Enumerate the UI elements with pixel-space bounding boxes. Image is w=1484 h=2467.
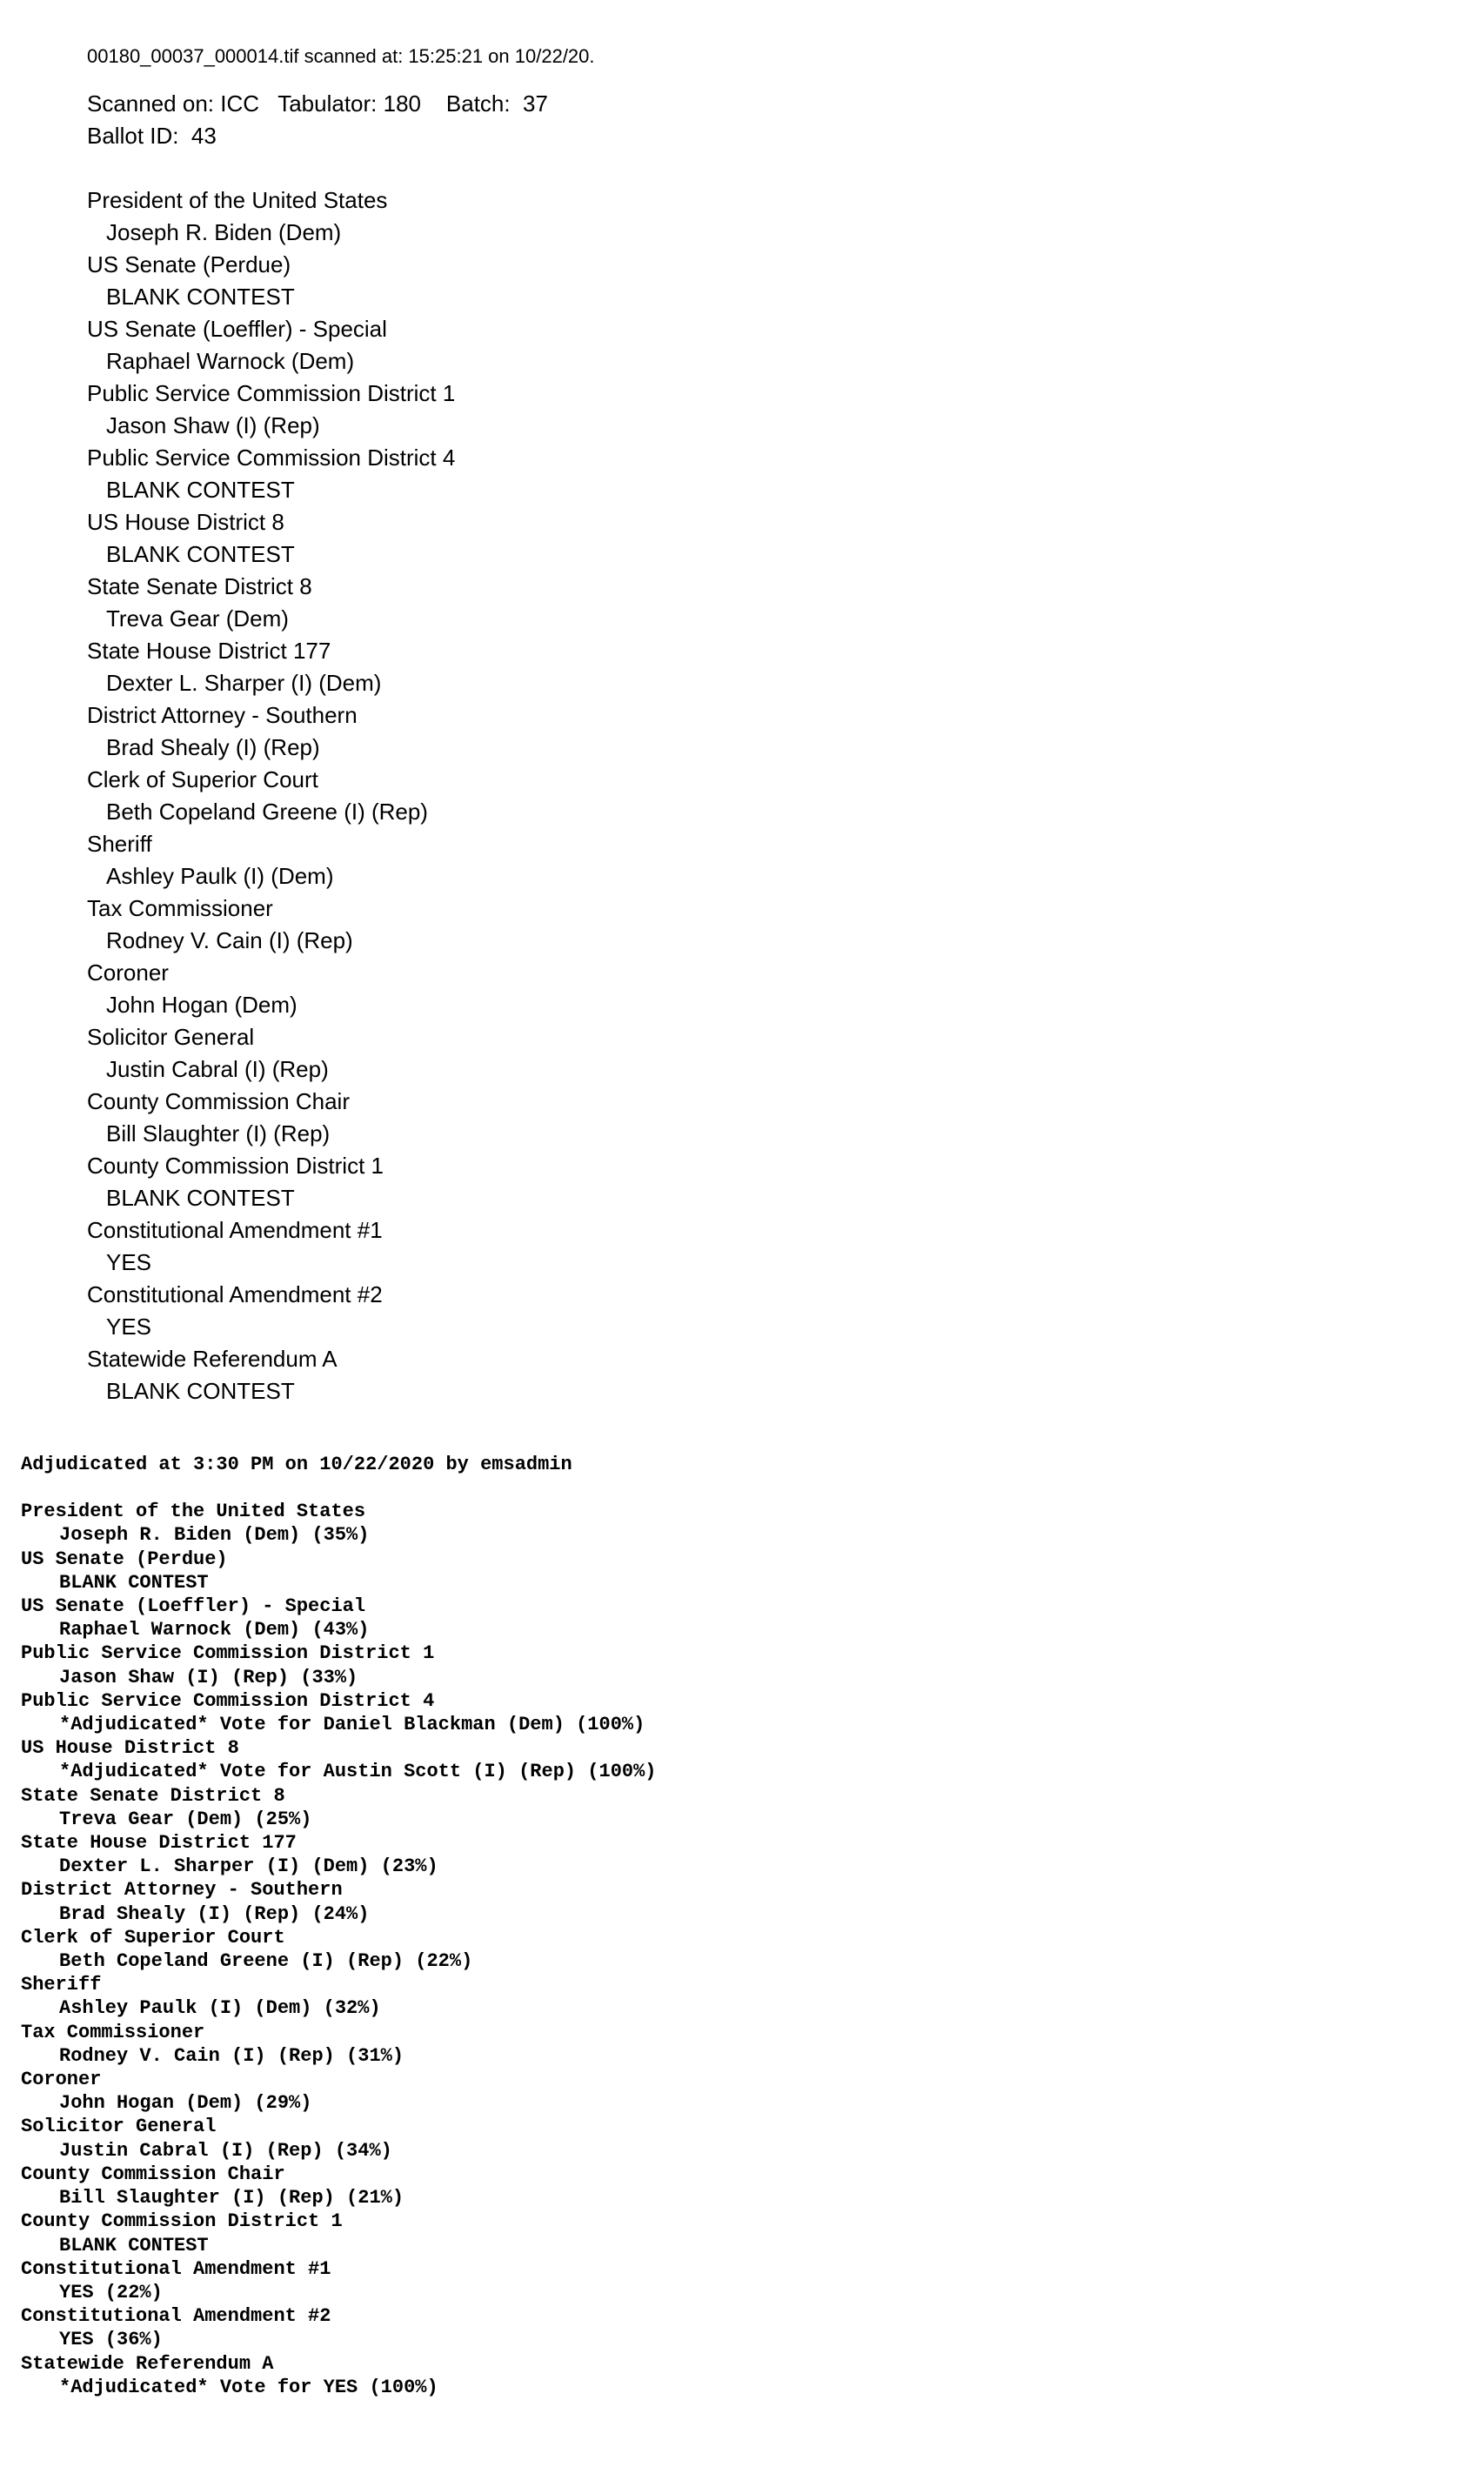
contest-choice: *Adjudicated* Vote for Daniel Blackman (Dem) (100%)	[59, 1714, 645, 1736]
contest-name: US Senate (Perdue)	[87, 251, 291, 277]
contest-name: State House District 177	[21, 1832, 297, 1855]
contest-name: Statewide Referendum A	[21, 2352, 274, 2375]
contest-choice: Ashley Paulk (I) (Dem)	[106, 863, 334, 889]
contest-name: US Senate (Loeffler) - Special	[21, 1595, 366, 1618]
contest-choice: YES (36%)	[59, 2329, 163, 2351]
contest-choice: Rodney V. Cain (I) (Rep) (31%)	[59, 2044, 404, 2067]
contest-choice: Justin Cabral (I) (Rep) (34%)	[59, 2139, 392, 2162]
contest-choice: Raphael Warnock (Dem)	[106, 348, 355, 374]
contest-choice: BLANK CONTEST	[59, 2234, 209, 2256]
contest-name: Solicitor General	[87, 1024, 255, 1050]
contest-choice: Beth Copeland Greene (I) (Rep) (22%)	[59, 1950, 473, 1973]
contest-name: State Senate District 8	[87, 573, 312, 599]
contest-choice: YES (22%)	[59, 2281, 163, 2303]
contest-name: County Commission Chair	[87, 1088, 350, 1114]
contest-name: District Attorney - Southern	[21, 1879, 343, 1902]
contest-name: Statewide Referendum A	[87, 1346, 338, 1372]
contest-choice: Bill Slaughter (I) (Rep)	[106, 1120, 331, 1147]
contest-name: Clerk of Superior Court	[21, 1926, 285, 1949]
adjudication-header: Adjudicated at 3:30 PM on 10/22/2020 by emsadmin	[21, 1454, 572, 1475]
contest-name: Clerk of Superior Court	[87, 766, 318, 792]
adjudication-section	[21, 1453, 657, 2399]
contest-name: US House District 8	[87, 509, 284, 535]
contest-name: US House District 8	[21, 1737, 239, 1760]
contest-name: Tax Commissioner	[87, 895, 273, 921]
adjudication-contest-list	[21, 1500, 657, 2399]
contest-choice: *Adjudicated* Vote for Austin Scott (I) (Rep) (100%)	[59, 1761, 657, 1783]
contest-name: Public Service Commission District 1	[87, 380, 456, 406]
contest-name: Coroner	[87, 959, 169, 986]
contest-choice: Jason Shaw (I) (Rep) (33%)	[59, 1666, 358, 1688]
contest-choice: Joseph R. Biden (Dem)	[106, 219, 342, 245]
contest-name: County Commission Chair	[21, 2163, 285, 2185]
contest-choice: BLANK CONTEST	[106, 1378, 295, 1404]
contest-choice: Justin Cabral (I) (Rep)	[106, 1056, 329, 1082]
contest-name: Coroner	[21, 2069, 102, 2091]
contest-choice: Raphael Warnock (Dem) (43%)	[59, 1619, 370, 1641]
contest-choice: Joseph R. Biden (Dem) (35%)	[59, 1524, 370, 1547]
contest-name: Constitutional Amendment #1	[87, 1217, 383, 1243]
contest-name: US Senate (Loeffler) - Special	[87, 316, 387, 342]
contest-name: Sheriff	[21, 1974, 102, 1996]
contest-choice: Dexter L. Sharper (I) (Dem) (23%)	[59, 1855, 438, 1878]
scan-file-line: 00180_00037_000014.tif scanned at: 15:25:21 on 10/22/20.	[87, 45, 595, 67]
ballot-id-line: Ballot ID: 43	[87, 123, 217, 149]
contest-name: District Attorney - Southern	[87, 702, 358, 728]
contest-choice: John Hogan (Dem)	[106, 992, 297, 1018]
contest-choice: BLANK CONTEST	[106, 284, 295, 310]
contest-choice: BLANK CONTEST	[106, 477, 295, 503]
scan-info-section	[87, 40, 595, 1407]
contest-name: Public Service Commission District 4	[87, 445, 456, 471]
ballot-contest-list	[87, 184, 595, 1407]
contest-choice: Rodney V. Cain (I) (Rep)	[106, 927, 353, 953]
contest-name: President of the United States	[87, 187, 388, 213]
contest-choice: BLANK CONTEST	[106, 541, 295, 567]
contest-name: Constitutional Amendment #1	[21, 2257, 331, 2280]
contest-choice: Treva Gear (Dem) (25%)	[59, 1808, 312, 1830]
contest-choice: Beth Copeland Greene (I) (Rep)	[106, 799, 428, 825]
scanned-on-line: Scanned on: ICC Tabulator: 180 Batch: 37	[87, 90, 548, 117]
contest-name: County Commission District 1	[21, 2210, 343, 2233]
contest-name: Public Service Commission District 4	[21, 1689, 435, 1712]
contest-name: County Commission District 1	[87, 1153, 384, 1179]
contest-name: Solicitor General	[21, 2116, 217, 2138]
contest-name: State House District 177	[87, 638, 331, 664]
contest-choice: Bill Slaughter (I) (Rep) (21%)	[59, 2187, 404, 2210]
contest-choice: BLANK CONTEST	[59, 1571, 209, 1594]
contest-name: Public Service Commission District 1	[21, 1642, 435, 1665]
contest-choice: YES	[106, 1314, 152, 1340]
contest-name: Sheriff	[87, 831, 152, 857]
contest-choice: John Hogan (Dem) (29%)	[59, 2092, 312, 2115]
contest-choice: Treva Gear (Dem)	[106, 605, 289, 632]
contest-choice: Dexter L. Sharper (I) (Dem)	[106, 670, 382, 696]
contest-name: Tax Commissioner	[21, 2021, 205, 2043]
contest-name: Constitutional Amendment #2	[21, 2305, 331, 2328]
contest-choice: Ashley Paulk (I) (Dem) (32%)	[59, 1997, 381, 2020]
contest-choice: YES	[106, 1249, 152, 1275]
contest-name: US Senate (Perdue)	[21, 1548, 228, 1570]
contest-choice: Jason Shaw (I) (Rep)	[106, 412, 320, 438]
contest-name: President of the United States	[21, 1501, 366, 1523]
contest-choice: Brad Shealy (I) (Rep)	[106, 734, 320, 760]
contest-choice: *Adjudicated* Vote for YES (100%)	[59, 2376, 438, 2398]
contest-name: Constitutional Amendment #2	[87, 1281, 383, 1307]
contest-name: State Senate District 8	[21, 1784, 285, 1807]
contest-choice: BLANK CONTEST	[106, 1185, 295, 1211]
contest-choice: Brad Shealy (I) (Rep) (24%)	[59, 1902, 370, 1925]
